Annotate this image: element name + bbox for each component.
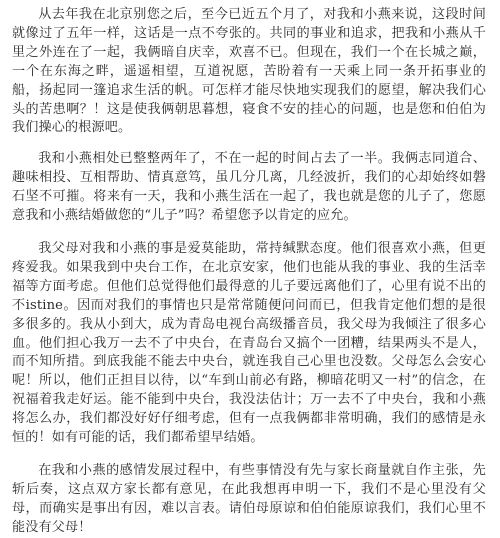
letter-paragraph-1: 从去年我在北京别您之后，至今已近五个月了，对我和小燕来说，这段时间就像过了五年一样，这话是一点不夸张的。共同的事业和追求，把我和小燕从千里之外连在了一起，我俩暗自庆幸，欢喜不已。但现在，我们一个在长城之巅，一个在东海之畔，遥遥相望，互道祝愿，苦盼着有一天乘上同一条开拓事业的船，扬起同一篷追求生活的帆。可怎样才能尽快地实现我们的愿望，解决我们心头的苦患啊？！这是使我俩朝思暮想，寝食不安的挂心的问题，也是您和伯伯为我们操心的根源吧。 [12, 7, 486, 136]
letter-paragraph-3: 我父母对我和小燕的事是爱莫能助，常持缄默态度。他们很喜欢小燕，但更疼爱我。如果我到中央台工作，在北京安家，他们也能从我的事业、我的生活幸福等方面考虑。但他们总觉得他们最得意的儿子要远离他们了，心里有说不出的不istine。因而对我们的事情也只是常常随便问问而已，但我肯定他们想的是很多很多的。我从小到大，成为青岛电视台高级播音员，我父母为我倾注了很多心血。他们担心我万一去不了中央台，在青岛台又搞个一团糟，结果两头不是人，而不知所措。到底我能不能去中央台，就连我自己心里也没数。父母怎么会安心呢！所以，他们正担目以待，以“车到山前必有路，柳暗花明又一村”的信念，在祝福着我走好运。能不能到中央台，我没法估计；万一去不了中央台，我和小燕将怎么办，我们都没好好仔细考虑，但有一点我俩都非常明确，我们的感情是永恒的！如有可能的话，我们都希望早结婚。 [12, 240, 486, 446]
letter-paragraph-4: 在我和小燕的感情发展过程中，有些事情没有先与家长商量就自作主张，先斩后奏，这点双方家长都有意见，在此我想再申明一下，我们不是心里没有父母，而确实是事出有因，难以言表。请伯母原谅和伯伯能原谅我们，我们心里不能没有父母！ [12, 462, 486, 535]
letter-body [12, 6, 486, 538]
letter-paragraph-2: 我和小燕相处已整整两年了，不在一起的时间占去了一半。我俩志同道合、趣味相投、互相帮助、情真意笃，虽几分几离，几经波折，我们的心却始终如磐石坚不可摧。将来有一天，我和小燕生活在一起了，我也就是您的儿子了，您愿意我和小燕结婚做您的“儿子”吗？希望您予以肯定的应允。 [12, 151, 486, 224]
